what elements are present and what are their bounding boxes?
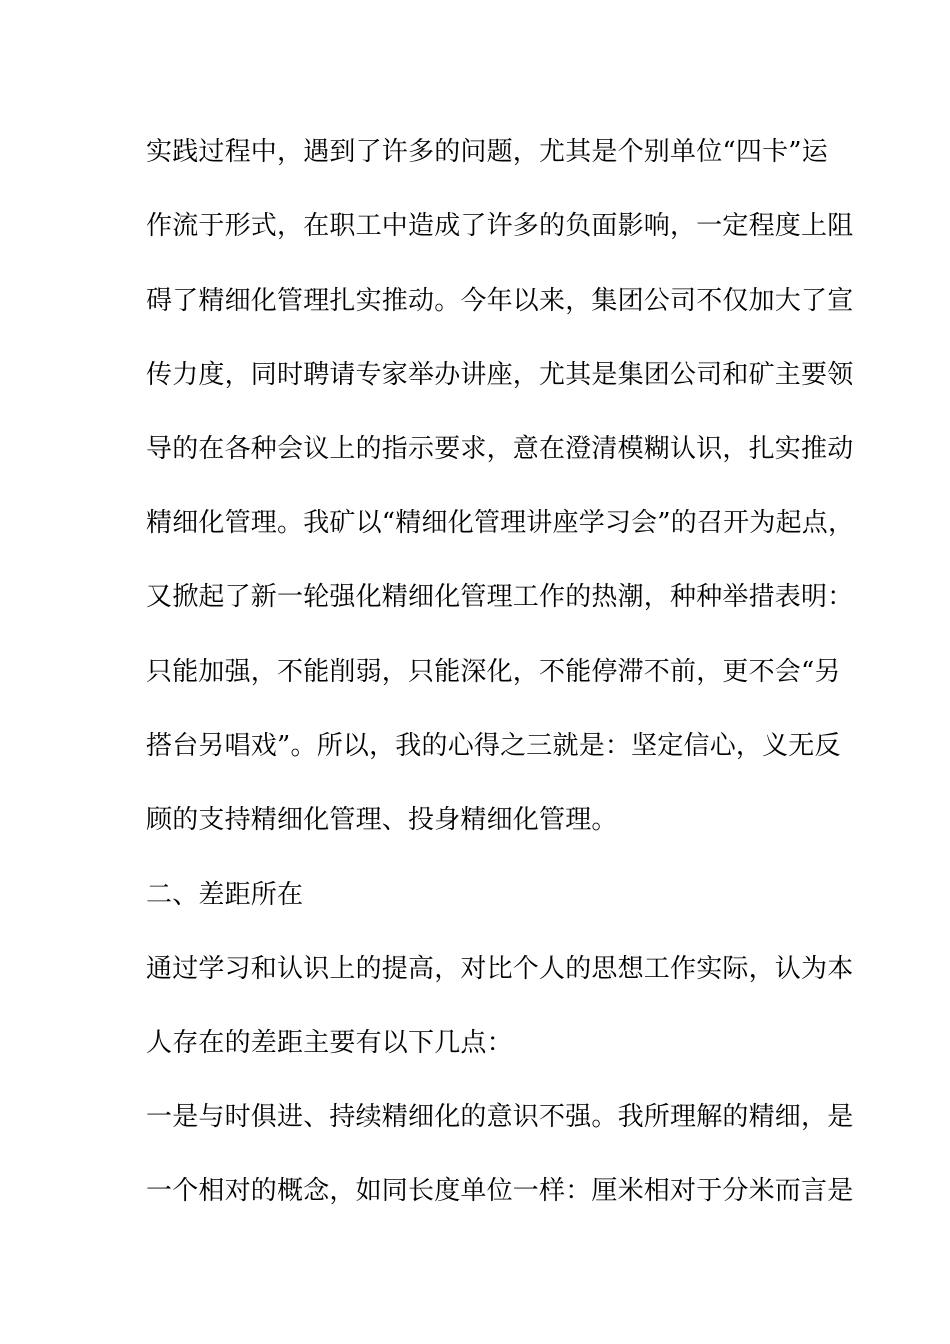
body-text-line: 只能加强，不能削弱，只能深化，不能停滞不前，更不会“另 [146,657,841,687]
body-text-line: 传力度，同时聘请专家举办讲座，尤其是集团公司和矿主要领 [146,360,854,390]
body-text-line: 人存在的差距主要有以下几点： [146,1028,513,1058]
body-text-line: 作流于形式，在职工中造成了许多的负面影响，一定程度上阻 [146,211,854,241]
body-text-line: 又掀起了新一轮强化精细化管理工作的热潮，种种举措表明： [146,582,854,612]
body-text-line: 一个相对的概念，如同长度单位一样：厘米相对于分米而言是 [146,1176,854,1206]
body-text-line: 一是与时俱进、持续精细化的意识不强。我所理解的精细，是 [146,1102,854,1132]
body-text-line: 碍了精细化管理扎实推动。今年以来，集团公司不仅加大了宣 [146,286,854,316]
body-text-line: 通过学习和认识上的提高，对比个人的思想工作实际，认为本 [146,954,854,984]
body-text-line: 精细化管理。我矿以“精细化管理讲座学习会”的召开为起点， [146,508,855,538]
body-text-line: 顾的支持精细化管理、投身精细化管理。 [146,805,618,835]
section-heading: 二、差距所在 [146,880,304,910]
body-text-line: 实践过程中，遇到了许多的问题，尤其是个别单位“四卡”运 [146,137,828,167]
body-text-line: 搭台另唱戏”。所以，我的心得之三就是：坚定信心，义无反 [146,731,841,761]
body-text-line: 导的在各种会议上的指示要求，意在澄清模糊认识，扎实推动 [146,434,854,464]
